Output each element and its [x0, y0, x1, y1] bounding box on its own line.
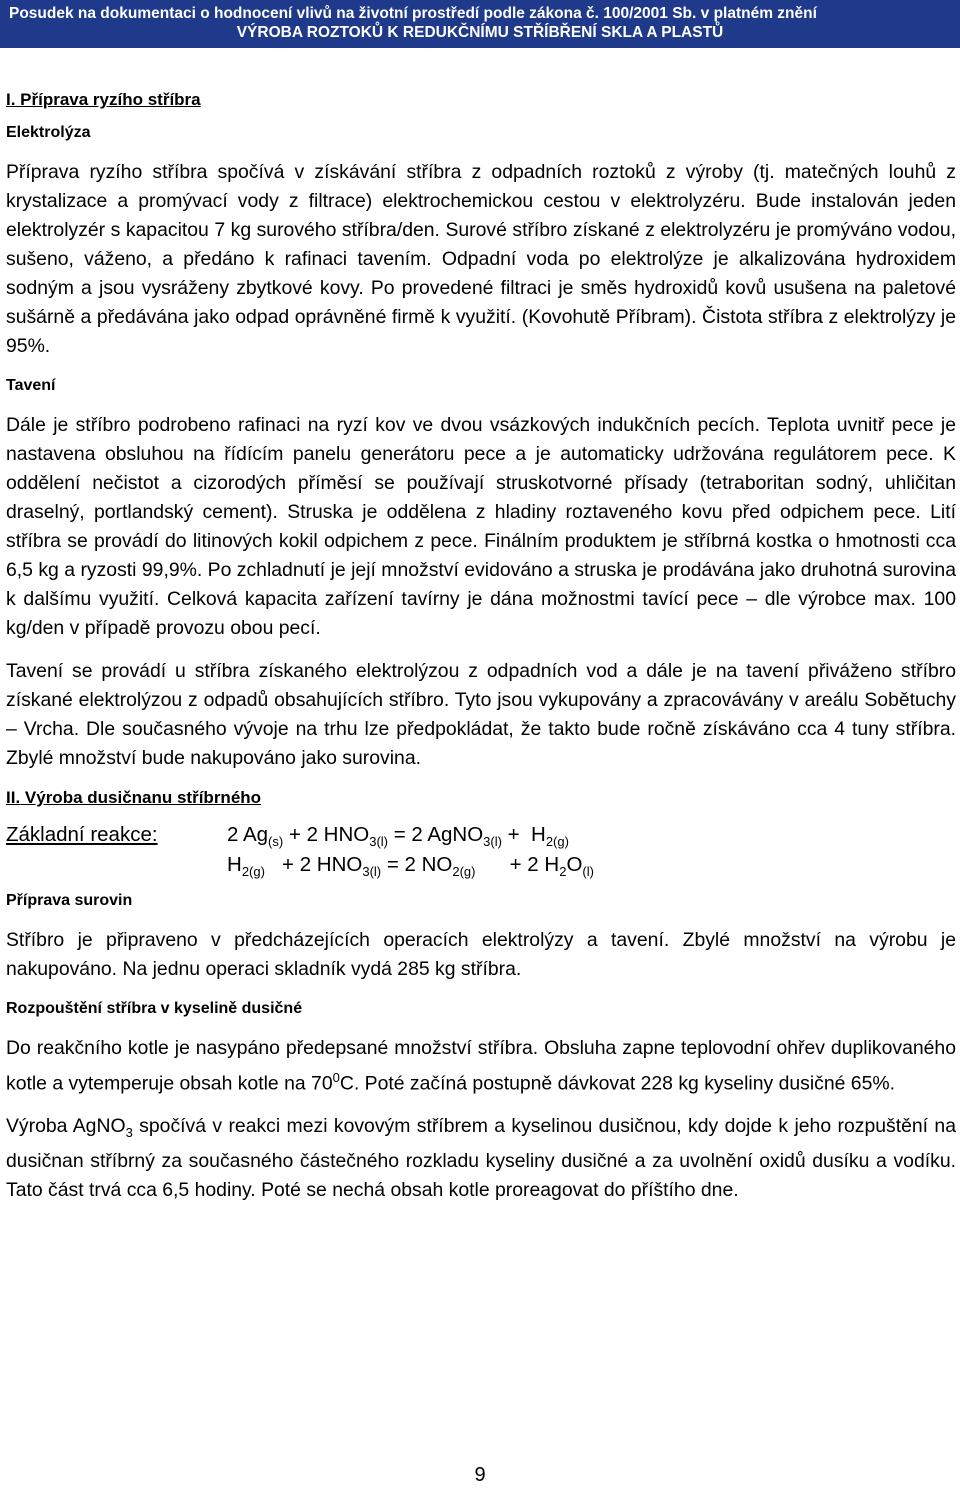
dissolution-text-b: C. Poté začíná postupně dávkovat 228 kg kyseliny dusičné 65%.: [339, 1072, 895, 1095]
equation-subscript: 2(g): [452, 864, 476, 880]
melting-paragraph-2: Tavení se provádí u stříbra získaného elektrolýzou z odpadních vod a dále je na tavení přiváženo stříbro získané elektrolýzou z odpadů obsahujících stříbro. Tyto jsou vykupovány a zpracovávány v areálu Sobětuchy – Vrcha. Dle současného vývoje na trhu lze předpokládat, že takto bude ročně získáváno cca 4 tuny stříbra. Zbylé množství bude nakupováno jako surovina.: [6, 660, 956, 769]
equation-term: + 2 HNO: [264, 853, 363, 876]
melting-paragraph-1: Dále je stříbro podrobeno rafinaci na ryzí kov ve dvou vsázkových indukčních pecích. Teplota uvnitř pece je nastavena obsluhou na řídícím panelu generátoru pece a je automaticky udržována regulátorem pece. K oddělení nečistot a cizorodých příměsí se používají struskotvorné přísady (tetraboritan sodný, uhličitan draselný, portlandský cement). Struska je oddělena z hladiny roztaveného kovu před odpichem pece. Lití stříbra se provádí do litinových kokil odpichem z pece. Finálním produktem je stříbrná kostka o hmotnosti cca 6,5 kg a ryzosti 99,9%. Po zchladnutí je její množství evidováno a struska je prodávána jako druhotná surovina k dalšímu využití. Celková kapacita zařízení tavírny je dána možnostmi tavící pece – dle výrobce max. 100 kg/den v případě provozu obou pecí.: [6, 414, 956, 639]
document-header: [0, 0, 960, 48]
page-number: 9: [474, 1464, 486, 1486]
equation-subscript: 3(l): [362, 864, 382, 880]
dissolution-paragraph-1: [6, 1034, 956, 1098]
silver-nitrate-text-a: Výroba AgNO: [6, 1115, 126, 1138]
reactions-label: Základní reakce:: [6, 823, 158, 846]
reaction-equation-2: [227, 850, 594, 887]
equation-subscript: (s): [268, 834, 284, 850]
equation-term: = 2 NO: [381, 853, 453, 876]
equation-subscript: 2(g): [241, 864, 265, 880]
silver-nitrate-text-b: spočívá v reakci mezi kovovým stříbrem a kyselinou dusičnou, kdy dojde k jeho rozpuštění na dusičnan stříbrný za současného částečného rozkladu kyseliny dusičné a za uvolnění oxidů dusíku a vodíku. Tato část trvá cca 6,5 hodiny. Poté se nechá obsah kotle proreagovat do příštího dne.: [6, 1115, 956, 1202]
equation-subscript: (l): [582, 864, 594, 880]
equation-term: = 2 AgNO: [388, 823, 484, 846]
dissolution-paragraph-2: [6, 1112, 956, 1205]
section-2-number: II.: [6, 788, 21, 807]
temperature-superscript: 0: [332, 1070, 340, 1085]
equation-term: O: [566, 853, 583, 876]
melting-heading: Tavení: [6, 377, 56, 394]
equation-term: + H: [501, 823, 546, 846]
dissolution-text-a: Do reakčního kotle je nasypáno předepsané množství stříbra. Obsluha zapne teplovodní ohřev duplikovaného kotle a vytemperuje obsah kotle na 70: [6, 1037, 956, 1095]
equation-term: + 2 H: [475, 853, 560, 876]
raw-materials-paragraph: Stříbro je připraveno v předcházejících operacích elektrolýzy a tavení. Zbylé množství na výrobu je nakupováno. Na jednu operaci skladník vydá 285 kg stříbra.: [6, 929, 956, 980]
document-body: [6, 89, 956, 1219]
equation-term: 2 Ag: [227, 823, 269, 846]
electrolysis-paragraph: Příprava ryzího stříbra spočívá v získávání stříbra z odpadních roztoků z výroby (tj. matečných louhů z krystalizace a promývací vody z filtrace) elektrochemickou cestou v elektrolyzéru. Bude instalován jeden elektrolyzér s kapacitou 7 kg surového stříbra/den. Surové stříbro získané z elektrolyzéru je promýváno vodou, sušeno, váženo, a předáno k rafinaci tavením. Odpadní voda po elektrolýze je alkalizována hydroxidem sodným a jsou vysráženy zbytkové kovy. Po provedené filtraci je směs hydroxidů kovů usušena na paletové sušárně a předávána jako odpad oprávněné firmě k využití. (Kovohutě Příbram). Čistota stříbra z elektrolýzy je 95%.: [6, 161, 956, 357]
header-line-2: VÝROBA ROZTOKŮ K REDUKČNÍMU STŘÍBŘENÍ SKLA A PLASTŮ: [236, 24, 724, 41]
nitrate-subscript: 3: [125, 1125, 133, 1141]
equation-subscript: 2: [559, 864, 567, 880]
section-2-title: [6, 787, 956, 809]
equation-subscript: 3(l): [483, 834, 502, 850]
raw-materials-heading: Příprava surovin: [6, 892, 133, 909]
header-line-1: Posudek na dokumentaci o hodnocení vlivů na životní prostředí podle zákona č. 100/2001 Sb. v platném znění: [9, 5, 817, 22]
equation-subscript: 2(g): [545, 834, 569, 850]
section-1-title: I. Příprava ryzího stříbra: [6, 90, 201, 109]
dissolution-heading: Rozpouštění stříbra v kyselině dusičné: [6, 1000, 303, 1017]
electrolysis-heading: Elektrolýza: [6, 124, 91, 141]
basic-reactions: [6, 820, 956, 880]
equation-subscript: 3(l): [369, 834, 389, 850]
equation-term: H: [227, 853, 242, 876]
section-2-title-text: Výroba dusičnanu stříbrného: [20, 788, 262, 807]
equation-term: + 2 HNO: [283, 823, 370, 846]
